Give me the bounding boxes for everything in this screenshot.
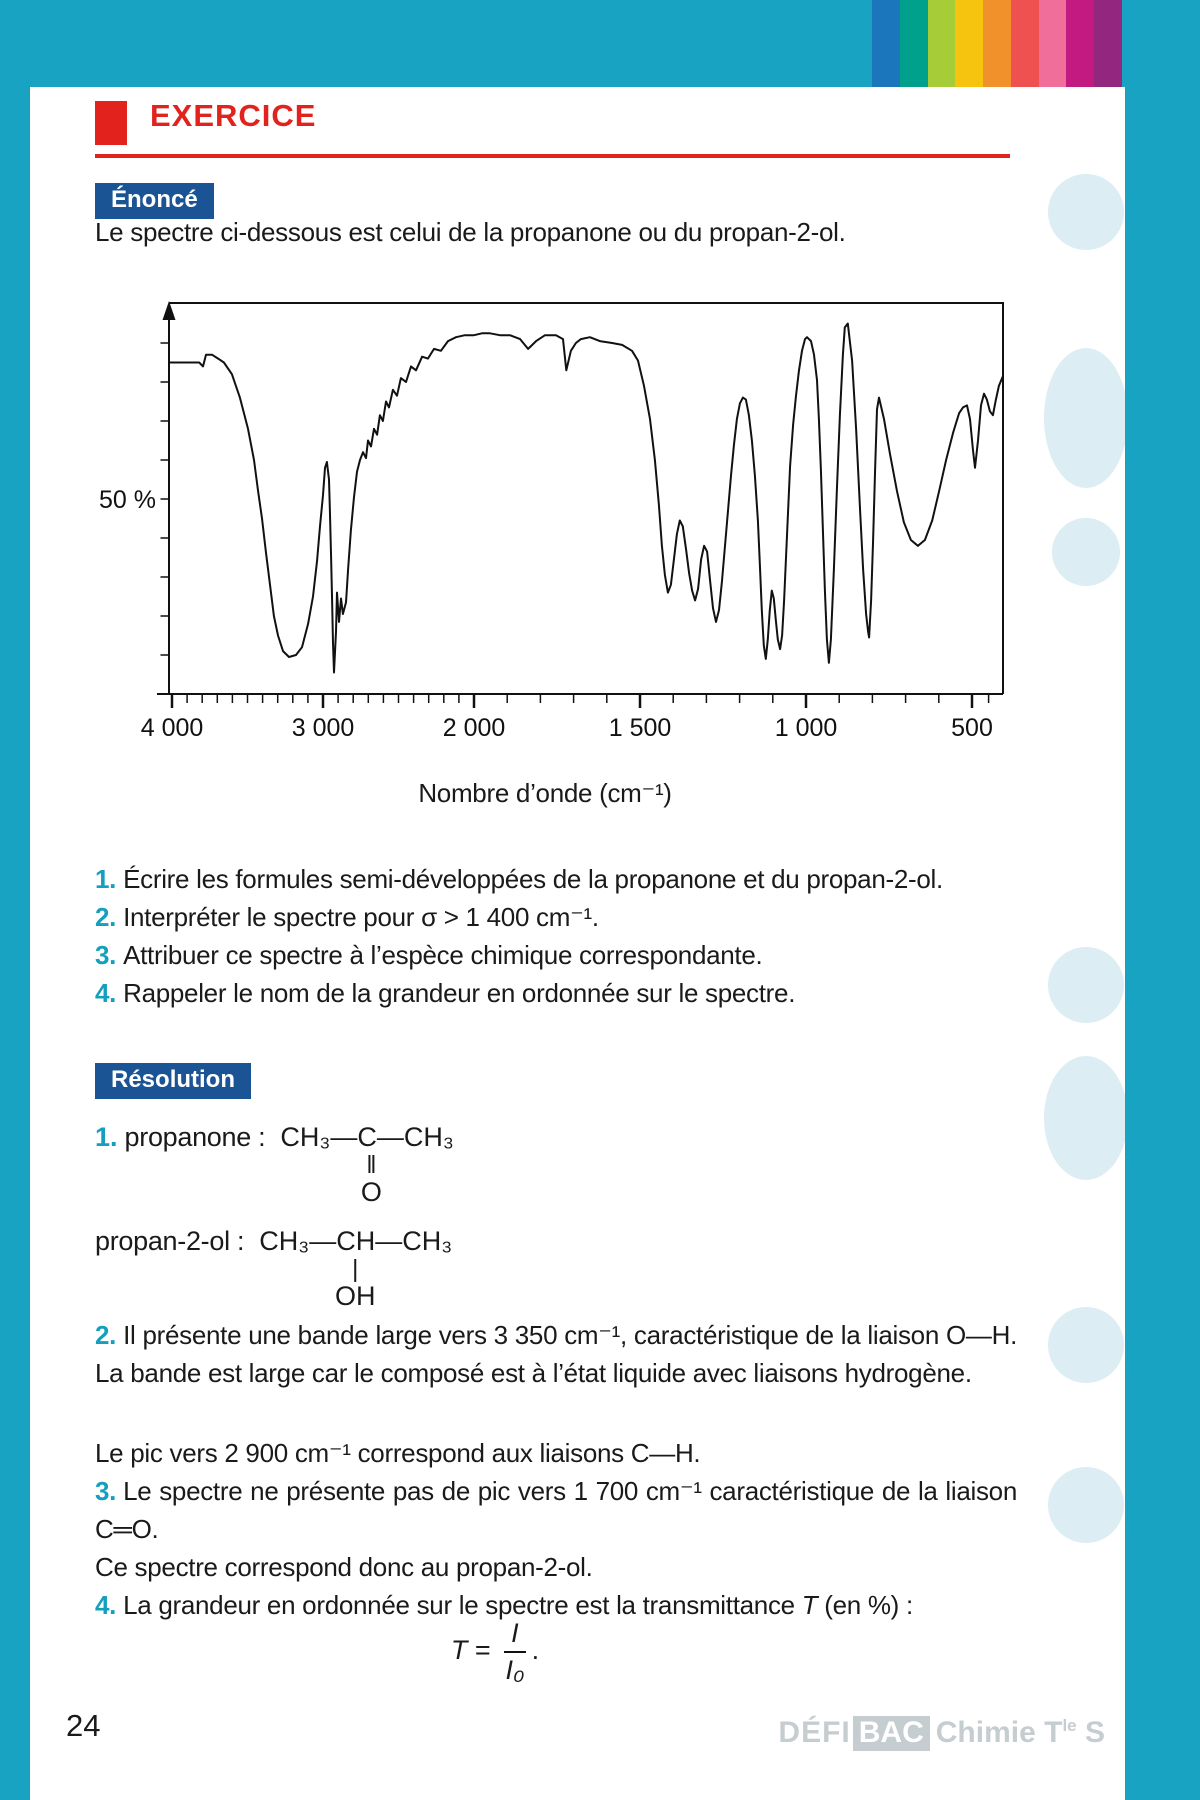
section-marker (95, 101, 127, 145)
question-2 (95, 898, 1017, 936)
question-number: 4. (95, 978, 117, 1008)
answer-number: 4. (95, 1590, 117, 1620)
transmittance-symbol: T (801, 1590, 818, 1620)
question-1 (95, 860, 1017, 898)
question-4 (95, 974, 1017, 1012)
brand-color-stripes (872, 0, 1122, 87)
oxygen-atom: O (360, 1177, 382, 1207)
answer-number: 3. (95, 1476, 117, 1506)
structure-chain: CH₃—C—CH₃ (280, 1122, 454, 1152)
question-number: 2. (95, 902, 117, 932)
question-number: 3. (95, 940, 117, 970)
x-tick-label: 2 000 (442, 714, 506, 742)
decorative-circle (1044, 1056, 1128, 1180)
resolution-badge: Résolution (95, 1063, 251, 1099)
decorative-circle (1048, 174, 1124, 250)
logo-bac: BAC (853, 1716, 930, 1751)
chart-frame (169, 303, 1003, 694)
question-text: Rappeler le nom de la grandeur en ordonnée sur le spectre. (123, 978, 796, 1008)
decorative-circle (1044, 348, 1128, 488)
answer-1-propan-2-ol (95, 1226, 453, 1311)
x-axis-title: Nombre d’onde (cm⁻¹) (418, 778, 672, 808)
answer-2-note: Le pic vers 2 900 cm⁻¹ correspond aux liaisons C—H. (95, 1438, 701, 1468)
question-number: 1. (95, 864, 117, 894)
propanone-structure (280, 1122, 454, 1207)
logo-defi: DÉFI (778, 1716, 851, 1749)
left-page-border (0, 0, 30, 1800)
x-tick-label: 500 (951, 714, 993, 742)
brand-stripe (928, 0, 956, 87)
question-text: Écrire les formules semi-développées de la propanone et du propan-2-ol. (123, 864, 943, 894)
answer-text: Il présente une bande large vers 3 350 cm⁻¹, caractéristique de la liaison O—H. La bande est large car le composé est à l’état liquide avec liaisons hydrogène. (95, 1320, 1017, 1388)
brand-stripe (1066, 0, 1094, 87)
formula-lhs: T (450, 1635, 468, 1666)
answer-number: 2. (95, 1320, 117, 1350)
decorative-circle (1048, 1307, 1124, 1383)
question-3 (95, 936, 1017, 974)
propan-2-ol-structure (259, 1226, 453, 1311)
decorative-circle (1052, 518, 1120, 586)
answer-text: La grandeur en ordonnée sur le spectre est la transmittance (123, 1590, 802, 1620)
x-tick-label: 1 500 (608, 714, 672, 742)
answer-text: Le spectre ne présente pas de pic vers 1 700 cm⁻¹ caractéristique de la liaison C═O. (95, 1476, 1017, 1544)
brand-stripe (900, 0, 928, 87)
question-text: Attribuer ce spectre à l’espèce chimique correspondante. (123, 940, 763, 970)
intro-text: Le spectre ci-dessous est celui de la propanone ou du propan-2-ol. (95, 217, 846, 247)
brand-stripe (983, 0, 1011, 87)
page-number: 24 (66, 1708, 101, 1743)
double-bond: ‖ (366, 1151, 377, 1179)
brand-stripe (955, 0, 983, 87)
answer-text: (en %) : (817, 1590, 913, 1620)
answer-number: 1. (95, 1122, 118, 1152)
x-tick-label: 3 000 (291, 714, 355, 742)
logo-sup: le (1062, 1716, 1077, 1735)
y-tick-label: 50 % (99, 486, 156, 514)
brand-logo (778, 1716, 1105, 1750)
logo-s: S (1084, 1716, 1105, 1749)
compound-label: propan-2-ol : (95, 1226, 245, 1256)
compound-label: propanone : (124, 1122, 266, 1152)
transmittance-formula (95, 1618, 895, 1686)
answer-3 (95, 1472, 1017, 1548)
ir-spectrum-chart (80, 295, 1015, 760)
answer-3-conclusion: Ce spectre correspond donc au propan-2-ol. (95, 1552, 593, 1582)
brand-stripe (872, 0, 900, 87)
right-page-border (1125, 0, 1200, 1800)
formula-period: . (531, 1635, 540, 1666)
single-bond: | (351, 1255, 359, 1283)
fraction-numerator: I (504, 1618, 526, 1653)
answer-2 (95, 1316, 1017, 1392)
page-title: EXERCICE (150, 98, 317, 133)
spectrum-curve (169, 324, 1003, 673)
decorative-circle (1048, 947, 1124, 1023)
x-tick-label: 4 000 (140, 714, 204, 742)
brand-stripe (1094, 0, 1122, 87)
structure-chain: CH₃—CH—CH₃ (259, 1226, 453, 1256)
question-text: Interpréter le spectre pour σ > 1 400 cm⁻¹. (123, 902, 599, 932)
title-rule (95, 154, 1010, 158)
x-tick-label: 1 000 (774, 714, 838, 742)
brand-stripe (1039, 0, 1067, 87)
brand-stripe (1011, 0, 1039, 87)
answer-1-propanone (95, 1122, 454, 1207)
decorative-circle (1048, 1467, 1124, 1543)
equals-sign: = (474, 1635, 491, 1666)
fraction-denominator: I₀ (505, 1655, 525, 1685)
enonce-badge: Énoncé (95, 183, 214, 219)
hydroxyl-group: OH (334, 1281, 376, 1311)
logo-chimie: Chimie T (935, 1716, 1063, 1749)
fraction (504, 1618, 526, 1686)
